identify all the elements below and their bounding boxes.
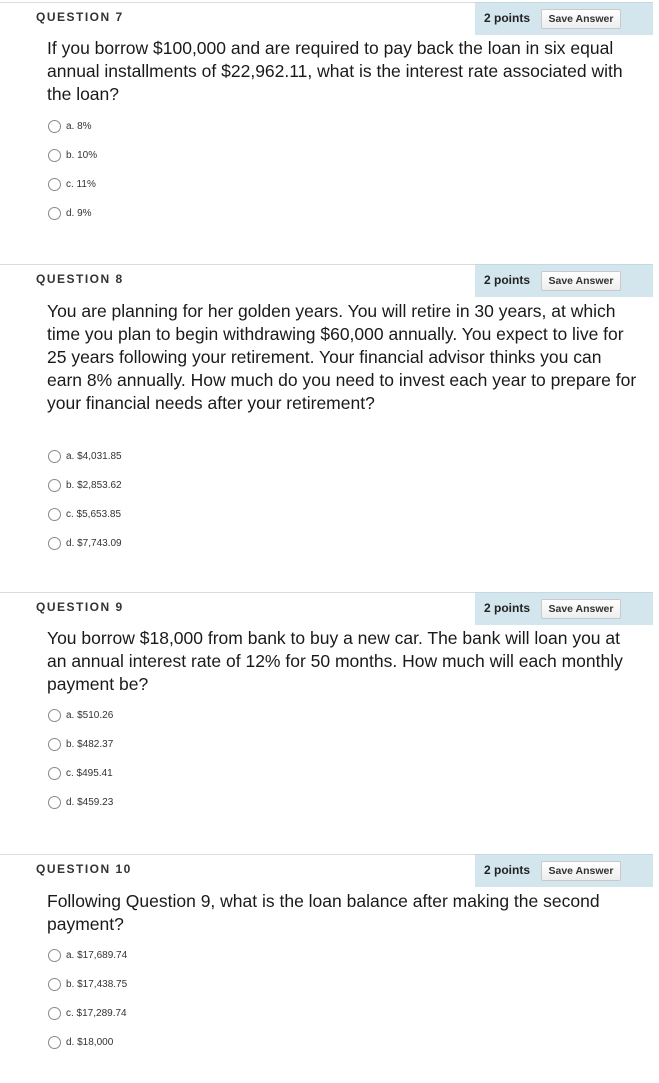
points-bar [475, 264, 653, 297]
radio-button[interactable] [48, 450, 61, 463]
radio-button[interactable] [48, 479, 61, 492]
radio-button[interactable] [48, 796, 61, 809]
question-header [0, 2, 659, 34]
option-label: b. $2,853.62 [66, 480, 122, 491]
points-bar [475, 592, 653, 625]
question-header [0, 264, 659, 296]
points-label: 2 points [484, 601, 531, 615]
radio-button[interactable] [48, 149, 61, 162]
option-label: b. 10% [66, 150, 98, 161]
points-label: 2 points [484, 863, 531, 877]
question-title: QUESTION 10 [36, 862, 132, 876]
option-label: d. $459.23 [66, 797, 114, 808]
radio-button[interactable] [48, 978, 61, 991]
points-bar [475, 2, 653, 35]
option-label: c. $5,653.85 [66, 509, 122, 520]
divider [0, 264, 475, 265]
question-title: QUESTION 8 [36, 272, 124, 286]
question-9 [0, 592, 659, 808]
question-header [0, 592, 659, 624]
option-label: c. 11% [66, 179, 96, 190]
radio-button[interactable] [48, 537, 61, 550]
option-label: c. $17,289.74 [66, 1008, 127, 1019]
save-answer-button[interactable]: Save Answer [541, 599, 621, 619]
question-8 [0, 264, 659, 549]
save-answer-button[interactable]: Save Answer [541, 271, 621, 291]
question-text: If you borrow $100,000 and are required to pay back the loan in six equal annual installments of $22,962.11, what is the interest rate associated with the loan? [47, 38, 623, 104]
question-text: Following Question 9, what is the loan balance after making the second payment? [47, 891, 600, 934]
points-label: 2 points [484, 11, 531, 25]
radio-button[interactable] [48, 1036, 61, 1049]
option-label: a. 8% [66, 121, 92, 132]
option-label: a. $17,689.74 [66, 950, 128, 961]
divider [0, 592, 475, 593]
question-header [0, 854, 659, 886]
question-text: You are planning for her golden years. You will retire in 30 years, at which time you plan to begin withdrawing $60,000 annually. You expect to live for 25 years following your retirement. Your financial advisor thinks you can earn 8% annually. How much do you need to invest each year to prepare for your financial needs after your retirement? [47, 301, 637, 413]
radio-button[interactable] [48, 207, 61, 220]
divider [0, 2, 475, 3]
question-7 [0, 2, 659, 219]
save-answer-button[interactable]: Save Answer [541, 861, 621, 881]
radio-button[interactable] [48, 1007, 61, 1020]
radio-button[interactable] [48, 120, 61, 133]
option-label: d. 9% [66, 208, 92, 219]
option-label: a. $510.26 [66, 710, 114, 721]
option-label: d. $7,743.09 [66, 538, 122, 549]
radio-button[interactable] [48, 709, 61, 722]
option-label: c. $495.41 [66, 768, 113, 779]
option-label: b. $17,438.75 [66, 979, 128, 990]
radio-button[interactable] [48, 949, 61, 962]
divider [0, 854, 475, 855]
radio-button[interactable] [48, 508, 61, 521]
radio-button[interactable] [48, 767, 61, 780]
points-label: 2 points [484, 273, 531, 287]
option-label: a. $4,031.85 [66, 451, 122, 462]
save-answer-button[interactable]: Save Answer [541, 9, 621, 29]
option-label: d. $18,000 [66, 1037, 114, 1048]
question-10 [0, 854, 659, 1048]
question-text: You borrow $18,000 from bank to buy a new car. The bank will loan you at an annual interest rate of 12% for 50 months. How much will each monthly payment be? [47, 628, 623, 694]
question-title: QUESTION 9 [36, 600, 124, 614]
points-bar [475, 854, 653, 887]
option-label: b. $482.37 [66, 739, 114, 750]
question-title: QUESTION 7 [36, 10, 124, 24]
radio-button[interactable] [48, 738, 61, 751]
radio-button[interactable] [48, 178, 61, 191]
